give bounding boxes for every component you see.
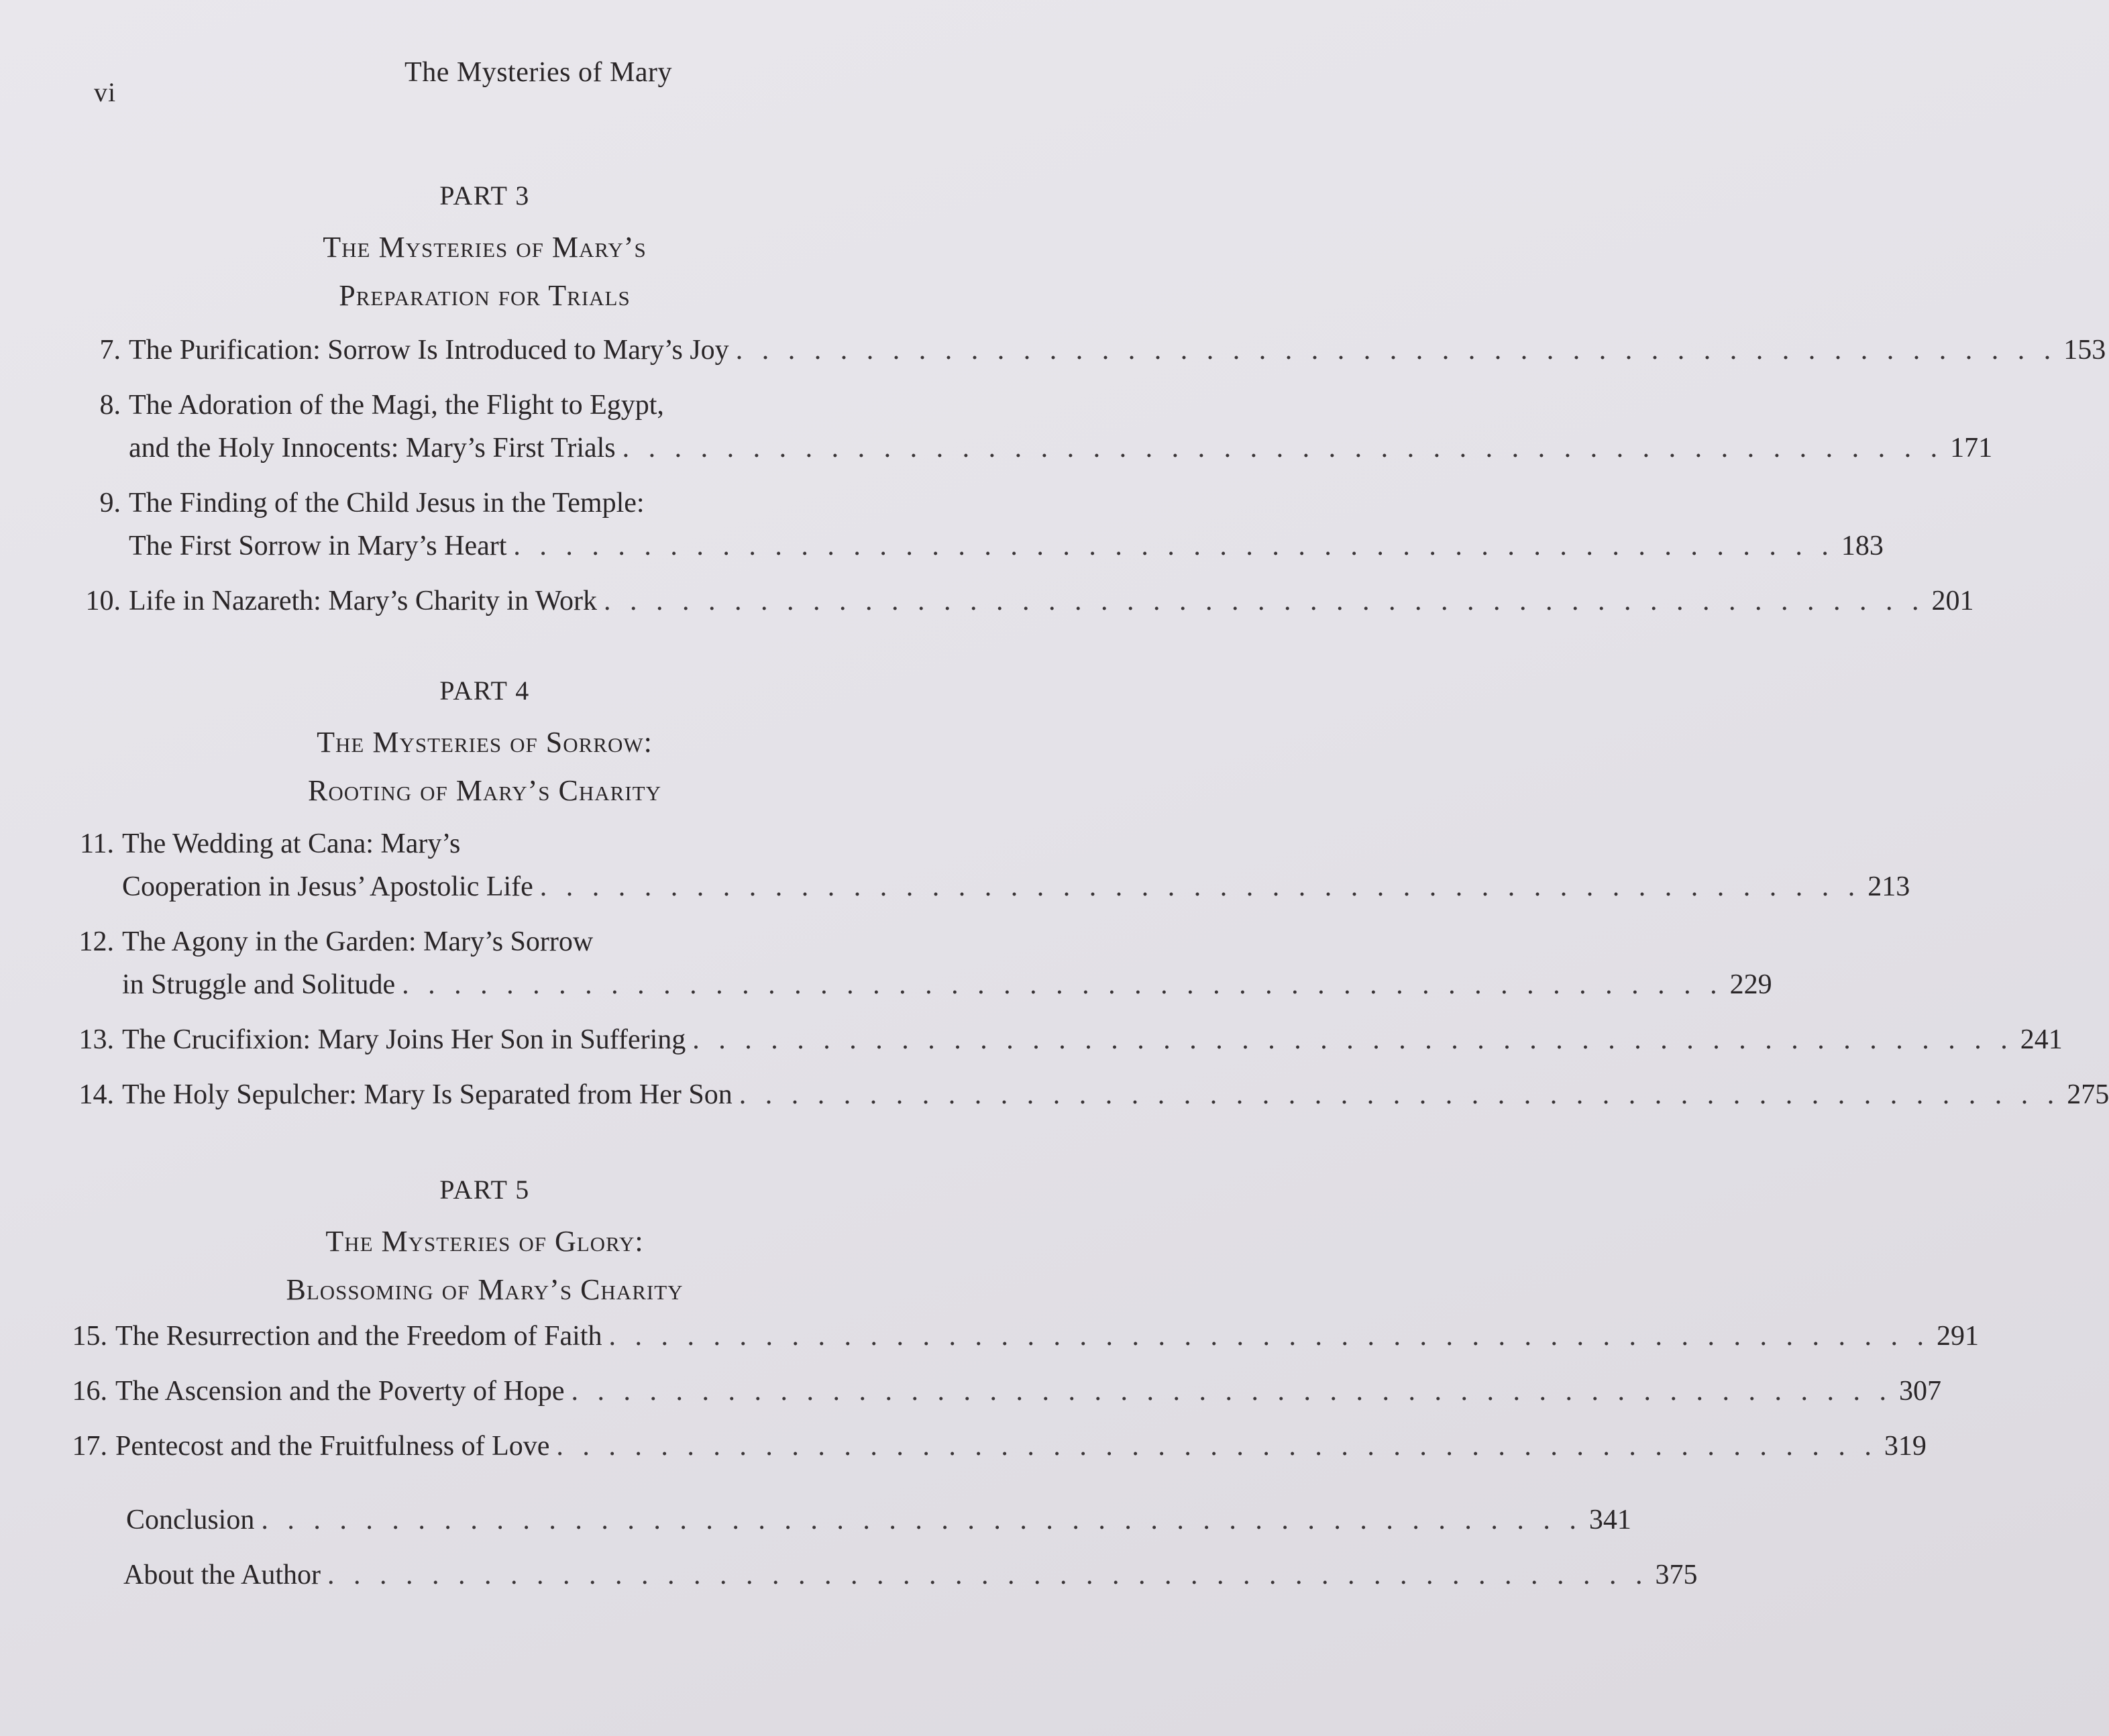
chapter-number: 14. bbox=[78, 1079, 114, 1110]
page-number: 275 bbox=[2067, 1079, 2109, 1110]
chapter-title: Life in Nazareth: Mary’s Charity in Work bbox=[129, 586, 597, 616]
part-title-line: Blossoming of Mary’s Charity bbox=[286, 1273, 684, 1306]
toc-entry[interactable] bbox=[0, 580, 1974, 622]
page-number: 171 bbox=[1950, 433, 1993, 464]
chapter-number: 8. bbox=[99, 390, 121, 421]
dot-leader: . . . . . . . . . . . . . . . . . . . . . . . . . . . . . . . . . . . . . . . . . . . . . . . . . . . bbox=[622, 433, 1944, 464]
dot-leader: . . . . . . . . . . . . . . . . . . . . . . . . . . . . . . . . . . . . . . . . . . . . . . . . . . . bbox=[603, 586, 1925, 616]
page-number: 291 bbox=[1936, 1321, 1979, 1352]
chapter-number: 10. bbox=[85, 586, 121, 616]
page-number: 183 bbox=[1841, 531, 1884, 561]
toc-entry-conclusion[interactable] bbox=[0, 1499, 1631, 1541]
dot-leader: . . . . . . . . . . . . . . . . . . . . . . . . . . . . . . . . . . . . . . . . . . . . . . . . . . . bbox=[571, 1376, 1893, 1407]
page-number: 375 bbox=[1655, 1560, 1698, 1590]
part-title-line: The Mysteries of Glory: bbox=[325, 1225, 644, 1258]
chapter-title-line: The Agony in the Garden: Mary’s Sorrow bbox=[122, 926, 594, 957]
part-3-entries bbox=[0, 329, 2106, 622]
toc-entry[interactable] bbox=[0, 1370, 1942, 1413]
page-number: 153 bbox=[2063, 335, 2106, 366]
part-4-heading bbox=[0, 675, 969, 815]
chapter-title-line: The Wedding at Cana: Mary’s bbox=[122, 828, 461, 859]
dot-leader: . . . . . . . . . . . . . . . . . . . . . . . . . . . . . . . . . . . . . . . . . . . . . . . . . . . bbox=[327, 1560, 1649, 1590]
toc-entry[interactable] bbox=[0, 1073, 2109, 1116]
part-title-line: The Mysteries of Sorrow: bbox=[317, 726, 653, 759]
page-number: 213 bbox=[1868, 871, 1910, 902]
dot-leader: . . . . . . . . . . . . . . . . . . . . . . . . . . . . . . . . . . . . . . . . . . . . . . . . . . . bbox=[539, 871, 1861, 902]
chapter-number: 9. bbox=[99, 488, 121, 519]
chapter-title: The First Sorrow in Mary’s Heart bbox=[129, 531, 507, 561]
part-5-entries bbox=[0, 1315, 1979, 1468]
part-title-line: The Mysteries of Mary’s bbox=[323, 231, 647, 264]
chapter-title: The Crucifixion: Mary Joins Her Son in Suffering bbox=[122, 1024, 686, 1055]
part-4-entries bbox=[0, 822, 2109, 1116]
part-5-heading bbox=[0, 1174, 969, 1314]
chapter-title-line: The Finding of the Child Jesus in the Temple: bbox=[129, 488, 645, 519]
toc-entry[interactable] bbox=[0, 329, 2106, 372]
page-header bbox=[94, 52, 889, 107]
part-label: PART 3 bbox=[439, 180, 530, 211]
dot-leader: . . . . . . . . . . . . . . . . . . . . . . . . . . . . . . . . . . . . . . . . . . . . . . . . . . . bbox=[735, 335, 2057, 366]
chapter-title: Cooperation in Jesus’ Apostolic Life bbox=[122, 871, 533, 902]
chapter-title: in Struggle and Solitude bbox=[122, 969, 396, 1000]
chapter-number: 17. bbox=[72, 1431, 107, 1462]
part-label: PART 4 bbox=[439, 675, 530, 706]
page-number: 307 bbox=[1899, 1376, 1942, 1407]
toc-entry[interactable] bbox=[0, 482, 1884, 567]
entry-title: Conclusion bbox=[126, 1505, 255, 1535]
page-number: 241 bbox=[2020, 1024, 2063, 1055]
chapter-title: The Resurrection and the Freedom of Faith bbox=[115, 1321, 602, 1352]
toc-entry[interactable] bbox=[0, 1315, 1979, 1358]
chapter-number: 12. bbox=[78, 926, 114, 957]
chapter-title: The Purification: Sorrow Is Introduced to Mary’s Joy bbox=[129, 335, 729, 366]
dot-leader: . . . . . . . . . . . . . . . . . . . . . . . . . . . . . . . . . . . . . . . . . . . . . . . . . . . bbox=[556, 1431, 1878, 1462]
entry-title: About the Author bbox=[123, 1560, 321, 1590]
dot-leader: . . . . . . . . . . . . . . . . . . . . . . . . . . . . . . . . . . . . . . . . . . . . . . . . . . . bbox=[608, 1321, 1930, 1352]
toc-entry[interactable] bbox=[0, 1018, 2063, 1061]
part-3-heading bbox=[0, 180, 969, 320]
chapter-number: 15. bbox=[72, 1321, 107, 1352]
toc-entry[interactable] bbox=[0, 1425, 1927, 1468]
part-label: PART 5 bbox=[439, 1175, 530, 1205]
dot-leader: . . . . . . . . . . . . . . . . . . . . . . . . . . . . . . . . . . . . . . . . . . . . . . . . . . . bbox=[513, 531, 1835, 561]
part-title-line: Preparation for Trials bbox=[339, 279, 631, 312]
dot-leader: . . . . . . . . . . . . . . . . . . . . . . . . . . . . . . . . . . . . . . . . . . . . . . . . . . . bbox=[261, 1505, 1582, 1535]
dot-leader: . . . . . . . . . . . . . . . . . . . . . . . . . . . . . . . . . . . . . . . . . . . . . . . . . . . bbox=[739, 1079, 2061, 1110]
chapter-title: The Ascension and the Poverty of Hope bbox=[115, 1376, 565, 1407]
page-number: 341 bbox=[1588, 1505, 1631, 1535]
toc-entry[interactable] bbox=[0, 920, 1772, 1006]
dot-leader: . . . . . . . . . . . . . . . . . . . . . . . . . . . . . . . . . . . . . . . . . . . . . . . . . . . bbox=[692, 1024, 2014, 1055]
page-number: 319 bbox=[1884, 1431, 1927, 1462]
chapter-title-line: The Adoration of the Magi, the Flight to Egypt, bbox=[129, 390, 664, 421]
folio: vi bbox=[94, 77, 117, 107]
chapter-number: 16. bbox=[72, 1376, 107, 1407]
part-title-line: Rooting of Mary’s Charity bbox=[308, 774, 661, 807]
toc-entry[interactable] bbox=[0, 384, 1993, 470]
dot-leader: . . . . . . . . . . . . . . . . . . . . . . . . . . . . . . . . . . . . . . . . . . . . . . . . . . . bbox=[402, 969, 1723, 1000]
chapter-title: and the Holy Innocents: Mary’s First Trials bbox=[129, 433, 616, 464]
chapter-title: Pentecost and the Fruitfulness of Love bbox=[115, 1431, 550, 1462]
chapter-number: 11. bbox=[80, 828, 114, 859]
page-number: 229 bbox=[1729, 969, 1772, 1000]
running-title: The Mysteries of Mary bbox=[404, 57, 672, 88]
chapter-number: 7. bbox=[99, 335, 121, 366]
chapter-number: 13. bbox=[78, 1024, 114, 1055]
chapter-title: The Holy Sepulcher: Mary Is Separated from Her Son bbox=[122, 1079, 733, 1110]
page-number: 201 bbox=[1931, 586, 1974, 616]
back-matter bbox=[0, 1499, 1698, 1596]
toc-entry[interactable] bbox=[0, 822, 1910, 908]
toc-entry-about-author[interactable] bbox=[0, 1554, 1698, 1596]
